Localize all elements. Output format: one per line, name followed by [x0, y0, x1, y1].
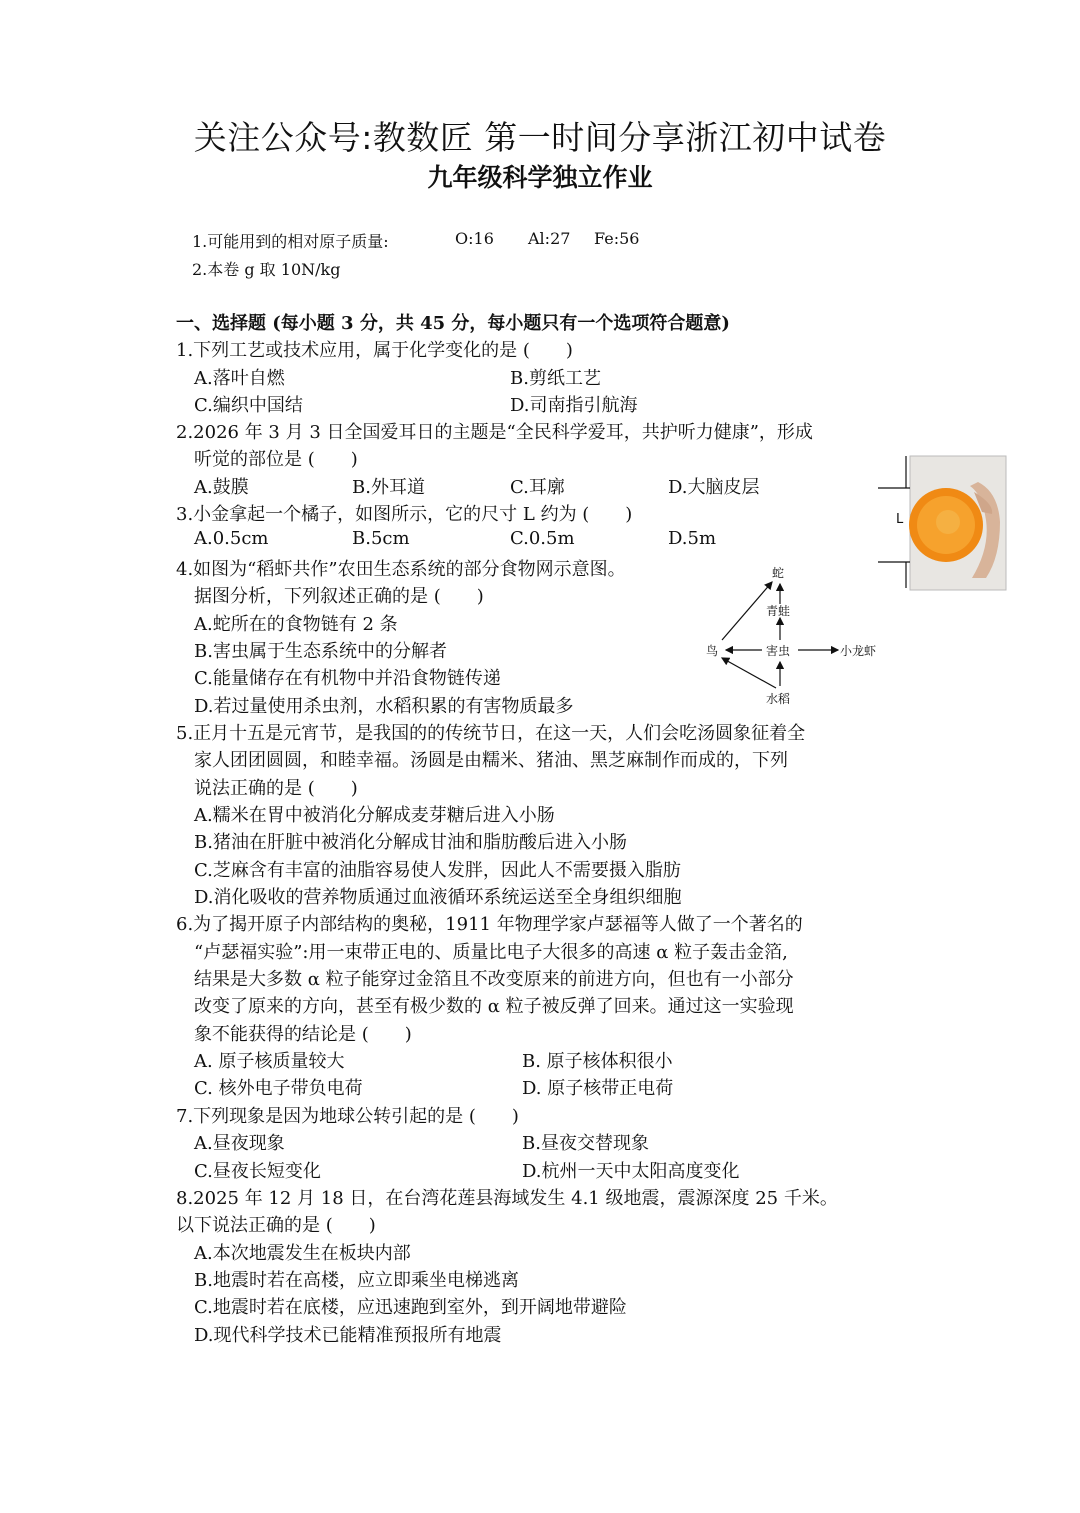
q8-stem-line-1: 8.2025 年 12 月 18 日，在台湾花莲县海域发生 4.1 级地震，震源深度 25 千米。 [176, 1188, 838, 1209]
q3-option-a: A.0.5cm [194, 528, 269, 549]
q3-stem: 3.小金拿起一个橘子，如图所示，它的尺寸 L 约为 ( ) [176, 504, 633, 525]
q1-option-c: C.编织中国结 [194, 395, 303, 416]
q7-option-b: B.昼夜交替现象 [522, 1133, 649, 1154]
q4-stem-line-1: 4.如图为“稻虾共作”农田生态系统的部分食物网示意图。 [176, 559, 626, 580]
q4-stem-line-2: 据图分析，下列叙述正确的是 ( ) [194, 586, 484, 607]
q5-stem-line-2: 家人团团圆圆，和睦幸福。汤圆是由糯米、猪油、黑芝麻制作而成的，下列 [194, 750, 788, 771]
note-line-1-iron: Fe:56 [594, 229, 640, 248]
q1-option-a: A.落叶自燃 [194, 368, 285, 389]
q7-stem: 7.下列现象是因为地球公转引起的是 ( ) [176, 1106, 519, 1127]
q8-stem-line-2: 以下说法正确的是 ( ) [176, 1215, 376, 1236]
q2-option-c: C.耳廓 [510, 477, 565, 498]
food-web-crayfish: 小龙虾 [840, 644, 877, 658]
food-web-pest: 害虫 [766, 644, 791, 658]
section-1-title: 一、选择题 (每小题 3 分，共 45 分，每小题只有一个选项符合题意) [176, 313, 730, 334]
food-web-snake: 蛇 [772, 566, 785, 580]
page-title: 关注公众号:教数匠 第一时间分享浙江初中试卷 [193, 118, 887, 157]
q3-option-d: D.5m [668, 528, 717, 549]
food-web-arrows [700, 558, 900, 710]
q2-stem-line-2: 听觉的部位是 ( ) [194, 449, 358, 470]
q7-option-a: A.昼夜现象 [194, 1133, 285, 1154]
note-line-1-oxygen: O:16 [455, 229, 494, 248]
q1-stem: 1.下列工艺或技术应用，属于化学变化的是 ( ) [176, 340, 573, 361]
q6-stem-line-1: 6.为了揭开原子内部结构的奥秘，1911 年物理学家卢瑟福等人做了一个著名的 [176, 914, 803, 935]
q6-stem-line-2: “卢瑟福实验”:用一束带正电的、质量比电子大很多的高速 α 粒子轰击金箔, [194, 942, 788, 963]
q2-option-b: B.外耳道 [352, 477, 425, 498]
q6-stem-line-5: 象不能获得的结论是 ( ) [194, 1024, 412, 1045]
q1-option-b: B.剪纸工艺 [510, 368, 601, 389]
q5-option-a: A.糯米在胃中被消化分解成麦芽糖后进入小肠 [194, 805, 555, 826]
note-line-1-label: 1.可能用到的相对原子质量: [192, 232, 389, 251]
q5-stem-line-3: 说法正确的是 ( ) [194, 778, 358, 799]
food-web-frog: 青蛙 [766, 604, 791, 618]
note-line-2: 2.本卷 g 取 10N/kg [192, 260, 341, 279]
q4-option-b: B.害虫属于生态系统中的分解者 [194, 641, 447, 662]
q2-stem-line-1: 2.2026 年 3 月 3 日全国爱耳日的主题是“全民科学爱耳，共护听力健康”，形成 [176, 422, 813, 443]
food-web-rice: 水稻 [766, 692, 791, 706]
food-web-diagram [700, 558, 900, 710]
q7-option-c: C.昼夜长短变化 [194, 1161, 321, 1182]
q6-stem-line-3: 结果是大多数 α 粒子能穿过金箔且不改变原来的前进方向，但也有一小部分 [194, 969, 794, 990]
q8-option-d: D.现代科学技术已能精准预报所有地震 [194, 1325, 502, 1346]
q6-option-a: A. 原子核质量较大 [194, 1051, 345, 1072]
q3-option-c: C.0.5m [510, 528, 575, 549]
q6-option-b: B. 原子核体积很小 [522, 1051, 673, 1072]
q5-stem-line-1: 5.正月十五是元宵节，是我国的的传统节日，在这一天，人们会吃汤圆象征着全 [176, 723, 806, 744]
q2-option-a: A.鼓膜 [194, 477, 249, 498]
q1-option-d: D.司南指引航海 [510, 395, 638, 416]
q8-option-a: A.本次地震发生在板块内部 [194, 1243, 411, 1264]
q6-option-c: C. 核外电子带负电荷 [194, 1078, 363, 1099]
q4-option-d: D.若过量使用杀虫剂，水稻积累的有害物质最多 [194, 696, 574, 717]
food-web-bird: 鸟 [706, 644, 719, 658]
note-line-1-aluminium: Al:27 [528, 229, 571, 248]
dimension-label-l: L [896, 512, 904, 527]
q4-option-a: A.蛇所在的食物链有 2 条 [194, 614, 398, 635]
q8-option-c: C.地震时若在底楼，应迅速跑到室外，到开阔地带避险 [194, 1297, 627, 1318]
q2-option-d: D.大脑皮层 [668, 477, 760, 498]
q6-option-d: D. 原子核带正电荷 [522, 1078, 674, 1099]
q8-option-b: B.地震时若在高楼，应立即乘坐电梯逃离 [194, 1270, 519, 1291]
page-subtitle: 九年级科学独立作业 [427, 163, 653, 192]
q3-option-b: B.5cm [352, 528, 410, 549]
q5-option-c: C.芝麻含有丰富的油脂容易使人发胖，因此人不需要摄入脂肪 [194, 860, 681, 881]
q7-option-d: D.杭州一天中太阳高度变化 [522, 1161, 740, 1182]
q4-option-c: C.能量储存在有机物中并沿食物链传递 [194, 668, 501, 689]
q5-option-b: B.猪油在肝脏中被消化分解成甘油和脂肪酸后进入小肠 [194, 832, 627, 853]
q5-option-d: D.消化吸收的营养物质通过血液循环系统运送至全身组织细胞 [194, 887, 682, 908]
q6-stem-line-4: 改变了原来的方向，甚至有极少数的 α 粒子被反弹了回来。通过这一实验现 [194, 996, 794, 1017]
